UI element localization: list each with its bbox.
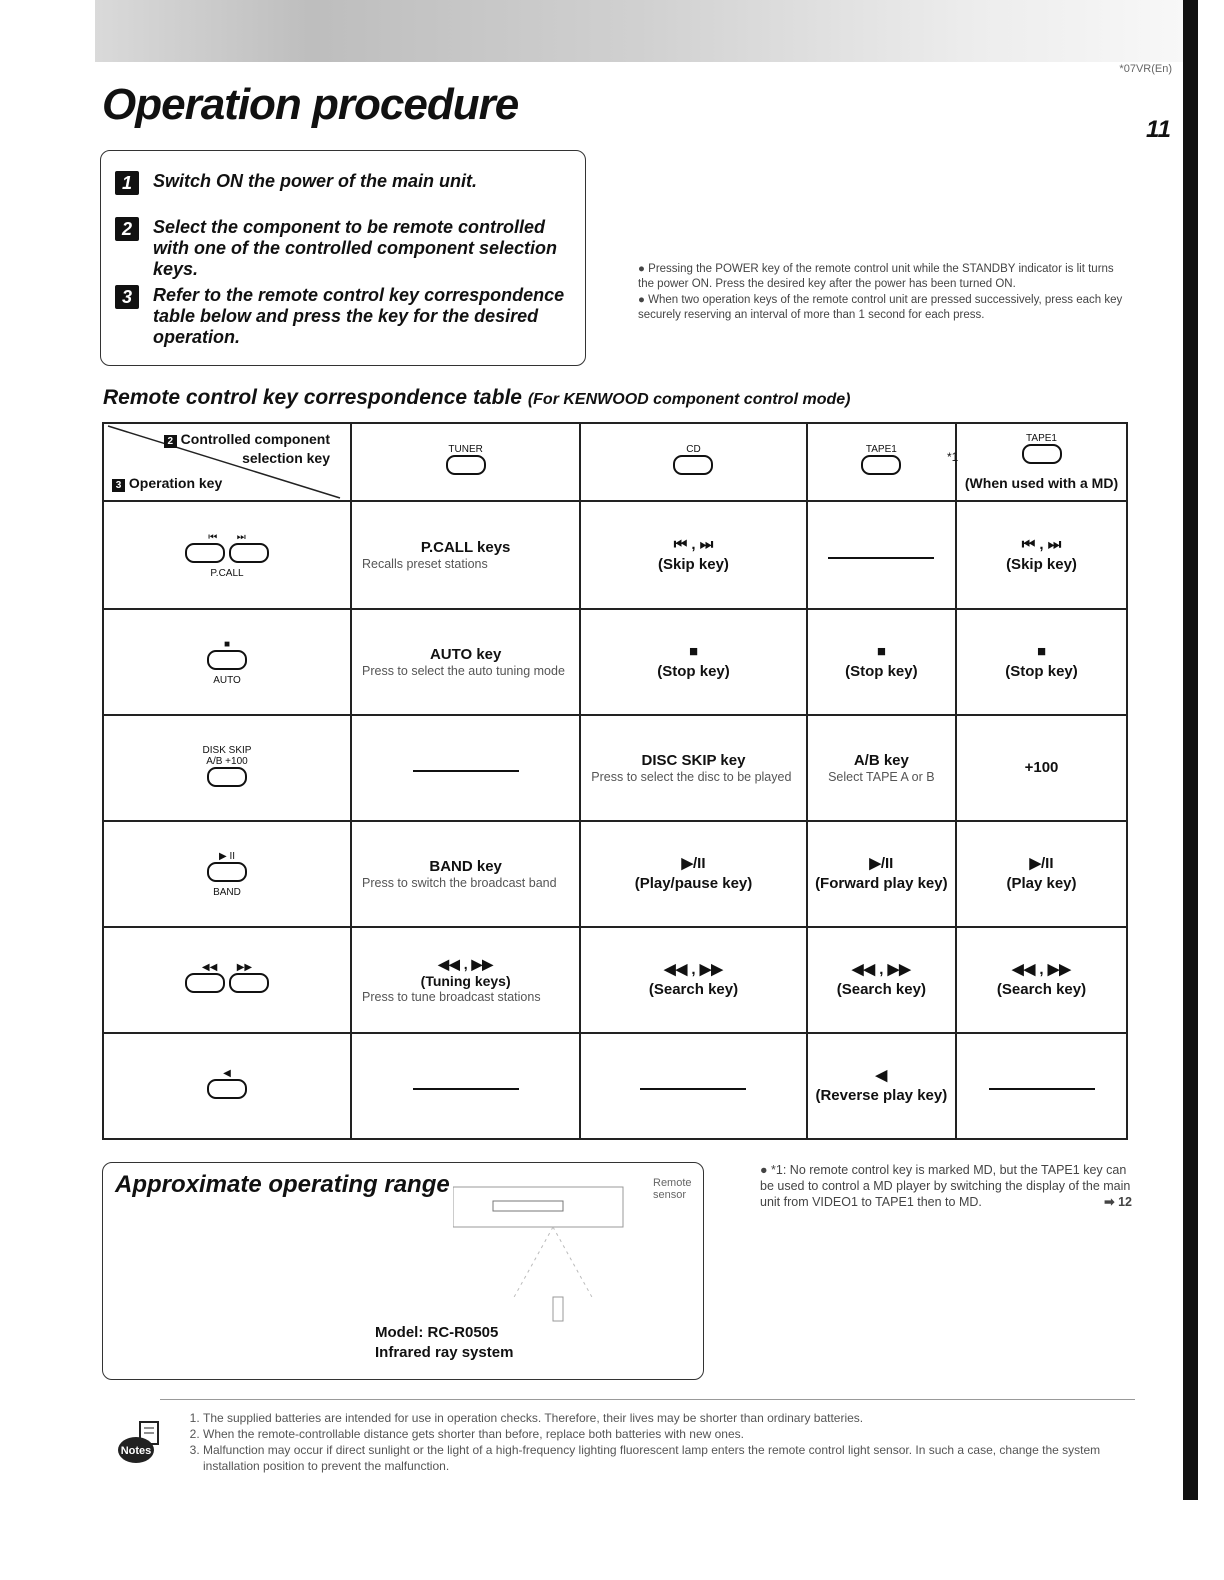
step-text: Select the component to be remote controlled with one of the controlled component selection keys.: [153, 217, 558, 279]
table-header-row: [103, 423, 1127, 501]
rewind-key-icon: [185, 973, 225, 993]
cell-tape1-md: ▶/II (Play key): [956, 821, 1127, 927]
key-oval-icon: [446, 455, 486, 475]
reverse-key-icon: [207, 1079, 247, 1099]
table-row: [103, 1033, 1127, 1139]
step-number: 3: [115, 285, 139, 309]
step-text: Refer to the remote control key correspondence table below and press the key for the desired operation.: [153, 285, 565, 347]
col-header-cd: CD: [580, 423, 806, 501]
cell-tape1: ■ (Stop key): [807, 609, 956, 715]
notes-list: [185, 1410, 1135, 1474]
note-item: 2. When the remote-controllable distance gets shorter than before, replace both batteries with new ones.: [203, 1426, 1135, 1442]
cell-tape1: ◀◀ , ▶▶ (Search key): [807, 927, 956, 1033]
cell-cd: ■ (Stop key): [580, 609, 806, 715]
steps-box: [100, 150, 586, 366]
step-1: [115, 171, 573, 195]
cell-tape1: A/B key Select TAPE A or B: [807, 715, 956, 821]
cell-tape1-md: ■ (Stop key): [956, 609, 1127, 715]
side-notes: [638, 262, 1128, 324]
stop-key-icon: [207, 650, 247, 670]
step-2: [115, 217, 573, 280]
col-header-tape1: TAPE1: [807, 423, 956, 501]
prev-key-icon: [185, 543, 225, 563]
footnote-mark: *1: [947, 450, 959, 464]
op-key-pcall: ⏮ ⏭ P.CALL: [103, 501, 351, 609]
page-title: Operation procedure: [102, 80, 519, 129]
dash: [413, 1088, 519, 1090]
cell-cd: ⏮ , ⏭ (Skip key): [580, 501, 806, 609]
operating-range-box: [102, 1162, 704, 1380]
fast-forward-key-icon: [229, 973, 269, 993]
cell-tape1: ▶/II (Forward play key): [807, 821, 956, 927]
side-note-bullet: ● When two operation keys of the remote control unit are pressed successively, press each key securely reserving an interval of more than 1 second for each press.: [638, 294, 1123, 321]
step-number: 2: [115, 217, 139, 241]
table-row: [103, 501, 1127, 609]
tape1-md-note: ● *1: No remote control key is marked MD, but the TAPE1 key can be used to control a MD player by switching the display of the main unit from VIDEO1 to TAPE1 then to MD. ➡ 12: [760, 1163, 1132, 1209]
col-header-tape1-md: *1 TAPE1 (When used with a MD): [956, 423, 1127, 501]
play-pause-key-icon: [207, 862, 247, 882]
cell-tuner: ◀◀ , ▶▶ (Tuning keys) Press to tune broadcast stations: [351, 927, 580, 1033]
step-number: 1: [115, 171, 139, 195]
note-item: 1. The supplied batteries are intended for use in operation checks. Therefore, their lives may be shorter than ordinary batteries.: [203, 1410, 1135, 1426]
model-info: Model: RC-R0505 Infrared ray system: [375, 1324, 514, 1361]
cell-tape1: [807, 501, 956, 609]
page-number: 11: [1146, 116, 1171, 143]
cell-tape1-md: [956, 1033, 1127, 1139]
cell-tuner: BAND key Press to switch the broadcast band: [351, 821, 580, 927]
step-3: [115, 285, 573, 348]
cell-tuner: AUTO key Press to select the auto tuning mode: [351, 609, 580, 715]
key-oval-icon: [1022, 444, 1062, 464]
cell-tuner: [351, 1033, 580, 1139]
notes-icon-label: Notes: [120, 1445, 152, 1457]
op-key-disk-skip: DISK SKIP A/B +100: [103, 715, 351, 821]
step-text: Switch ON the power of the main unit.: [153, 171, 478, 191]
cell-tuner: P.CALL keys Recalls preset stations: [351, 501, 580, 609]
page-edge-bar: [1183, 0, 1198, 1500]
cell-tape1-md: ◀◀ , ▶▶ (Search key): [956, 927, 1127, 1033]
col-header-tuner: TUNER: [351, 423, 580, 501]
op-key-band: ▶ II BAND: [103, 821, 351, 927]
op-key-reverse: ◀: [103, 1033, 351, 1139]
cell-tape1-md: +100: [956, 715, 1127, 821]
op-key-search: ◀◀ ▶▶: [103, 927, 351, 1033]
table-row: [103, 821, 1127, 927]
dash: [413, 770, 519, 772]
cell-tuner: [351, 715, 580, 821]
selection-key-header: 2 Controlled component selection key: [142, 430, 330, 468]
dash: [640, 1088, 746, 1090]
doc-id: *07VR(En): [1119, 63, 1172, 75]
remote-sensor-label: Remote sensor: [653, 1177, 692, 1201]
table-subtitle: (For KENWOOD component control mode): [527, 391, 851, 408]
cell-cd: [580, 1033, 806, 1139]
cell-tape1-md: ⏮ , ⏭ (Skip key): [956, 501, 1127, 609]
notes-divider: [160, 1399, 1135, 1400]
table-row: [103, 715, 1127, 821]
notes-icon: [116, 1420, 164, 1466]
cell-cd: DISC SKIP key Press to select the disc to be played: [580, 715, 806, 821]
table-title: Remote control key correspondence table (For KENWOOD component control mode): [103, 386, 851, 409]
range-title: Approximate operating range: [115, 1171, 450, 1198]
range-diagram: [453, 1179, 653, 1329]
note-item: 3. Malfunction may occur if direct sunlight or the light of a high-frequency lighting fluorescent lamp enters the remote control light sensor. In such a case, change the system installation position to prevent the malfunction.: [203, 1442, 1135, 1474]
key-oval-icon: [673, 455, 713, 475]
next-key-icon: [229, 543, 269, 563]
disk-skip-key-icon: [207, 767, 247, 787]
table-row: [103, 927, 1127, 1033]
side-note-bullet: ● Pressing the POWER key of the remote control unit while the STANDBY indicator is lit turns the power ON. Press the desired key after the power has been turned ON.: [638, 263, 1114, 290]
header-corner-cell: [103, 423, 351, 501]
scan-header-band: [95, 0, 1185, 62]
operation-key-header: 3 Operation key: [112, 475, 222, 492]
cell-cd: ▶/II (Play/pause key): [580, 821, 806, 927]
op-key-auto: ■ AUTO: [103, 609, 351, 715]
table-row: [103, 609, 1127, 715]
cell-cd: ◀◀ , ▶▶ (Search key): [580, 927, 806, 1033]
cell-tape1: ◀ (Reverse play key): [807, 1033, 956, 1139]
dash: [828, 557, 934, 559]
page-reference: ➡ 12: [1104, 1195, 1132, 1209]
key-correspondence-table: [102, 422, 1128, 1140]
dash: [989, 1088, 1095, 1090]
key-oval-icon: [861, 455, 901, 475]
